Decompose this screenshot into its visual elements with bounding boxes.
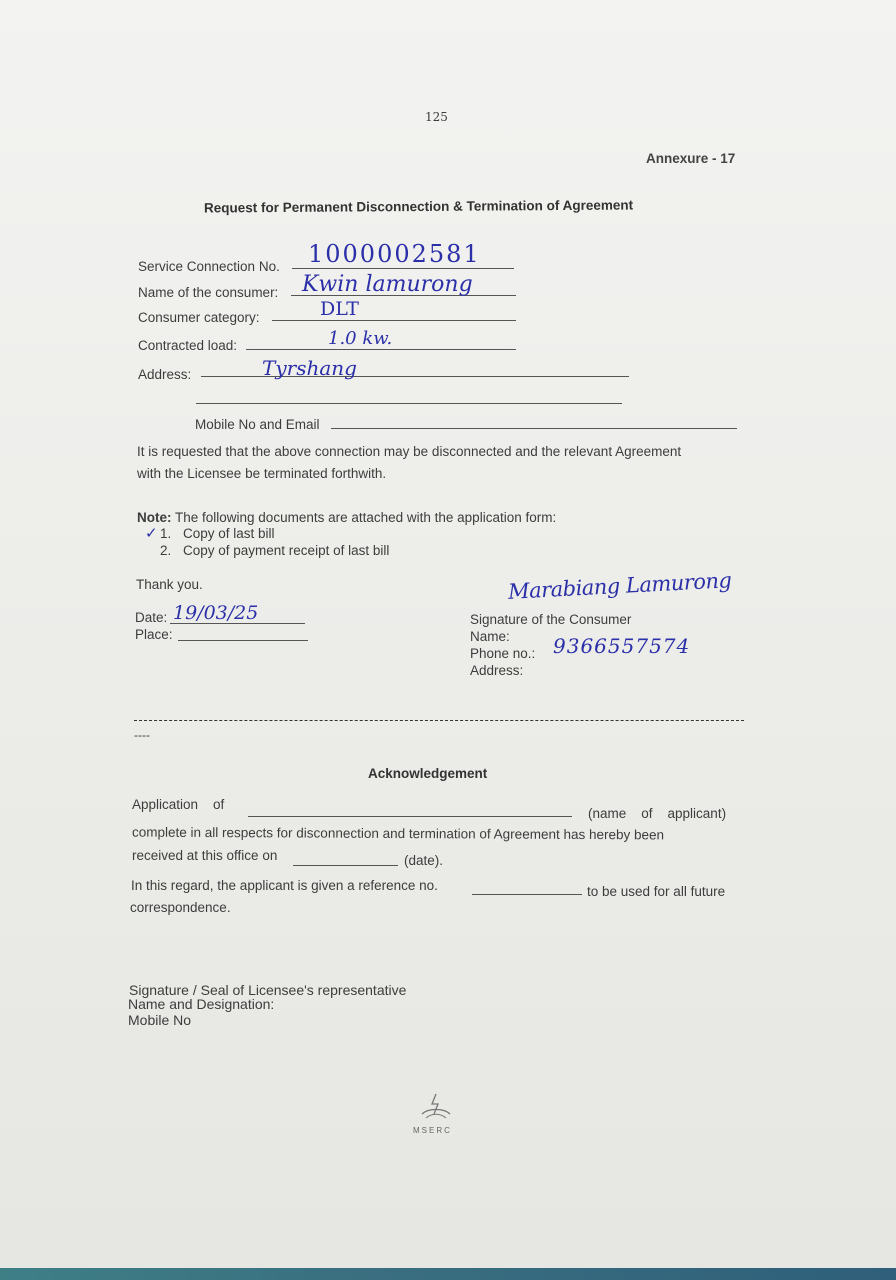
thank-you: Thank you. xyxy=(136,577,203,592)
ack-application-of: Application of xyxy=(132,797,225,812)
mobile-email-label: Mobile No and Email xyxy=(195,417,320,432)
note-heading xyxy=(137,510,556,525)
ack-reference-line xyxy=(472,894,582,895)
consumer-signature: Marabiang Lamurong xyxy=(507,568,732,604)
request-line-1: It is requested that the above connection may be disconnected and the relevant Agreement xyxy=(137,444,682,459)
consumer-name-label: Name of the consumer: xyxy=(138,285,279,300)
note-item-2-number: 2. xyxy=(160,543,172,558)
background-surface xyxy=(0,1268,896,1280)
form-title: Request for Permanent Disconnection & Termination of Agreement xyxy=(203,197,634,216)
ack-received-at: received at this office on xyxy=(132,848,278,863)
contracted-load-label: Contracted load: xyxy=(138,338,238,353)
ack-line-4b: to be used for all future xyxy=(587,884,726,899)
mobile-email-line xyxy=(331,428,737,429)
address-value: Tyrshang xyxy=(262,356,357,380)
contracted-load-value: 1.0 kw. xyxy=(328,328,393,349)
mserc-logo-icon xyxy=(418,1092,454,1122)
licensee-name-designation: Name and Designation: xyxy=(128,996,275,1012)
address-line-2 xyxy=(196,403,622,404)
licensee-mobile: Mobile No xyxy=(128,1012,192,1028)
consumer-category-value: DLT xyxy=(320,298,359,320)
licensee-signature-seal: Signature / Seal of Licensee's representative xyxy=(129,982,407,998)
request-line-2: with the Licensee be terminated forthwith. xyxy=(137,466,387,481)
ack-applicant-name-line xyxy=(248,816,572,817)
service-connection-label: Service Connection No. xyxy=(138,259,280,274)
cut-line-tail: ---- xyxy=(134,728,150,742)
signature-label: Signature of the Consumer xyxy=(470,612,632,627)
place-line xyxy=(178,640,308,641)
consumer-category-line xyxy=(272,320,516,321)
note-item-2-text: Copy of payment receipt of last bill xyxy=(183,543,390,558)
mserc-logo-text: MSERC xyxy=(413,1126,452,1135)
ack-line-4a: In this regard, the applicant is given a reference no. xyxy=(131,878,438,893)
ack-line-5: correspondence. xyxy=(130,900,231,915)
service-connection-line xyxy=(292,268,514,269)
date-label: Date: xyxy=(135,610,168,625)
note-item-1-number: 1. xyxy=(160,526,172,541)
ack-name-of-applicant: (name of applicant) xyxy=(588,806,727,821)
note-item-1-tick: ✓ xyxy=(145,524,158,542)
note-item-1-text: Copy of last bill xyxy=(183,526,275,541)
phone-value: 9366557574 xyxy=(553,634,691,658)
service-connection-value: 1000002581 xyxy=(308,240,481,268)
place-label: Place: xyxy=(135,627,173,642)
consumer-category-label: Consumer category: xyxy=(138,310,260,325)
note-label: Note: xyxy=(137,510,172,525)
ack-date-line xyxy=(293,865,398,866)
consumer-address-label: Address: xyxy=(470,663,524,678)
note-text: The following documents are attached with the application form: xyxy=(171,510,557,525)
date-value: 19/03/25 xyxy=(173,602,259,624)
annexure-label: Annexure - 17 xyxy=(646,151,736,166)
contracted-load-line xyxy=(246,349,516,350)
page-number: 125 xyxy=(425,110,448,124)
address-label: Address: xyxy=(138,367,192,382)
cut-line xyxy=(134,720,744,721)
ack-date-suffix: (date). xyxy=(404,853,444,868)
ack-line-2: complete in all respects for disconnection and termination of Agreement has hereby been xyxy=(131,824,665,843)
consumer-name-value: Kwin lamurong xyxy=(302,272,473,297)
name-label: Name: xyxy=(470,629,510,644)
acknowledgement-title: Acknowledgement xyxy=(368,766,488,781)
phone-label: Phone no.: xyxy=(470,646,536,661)
